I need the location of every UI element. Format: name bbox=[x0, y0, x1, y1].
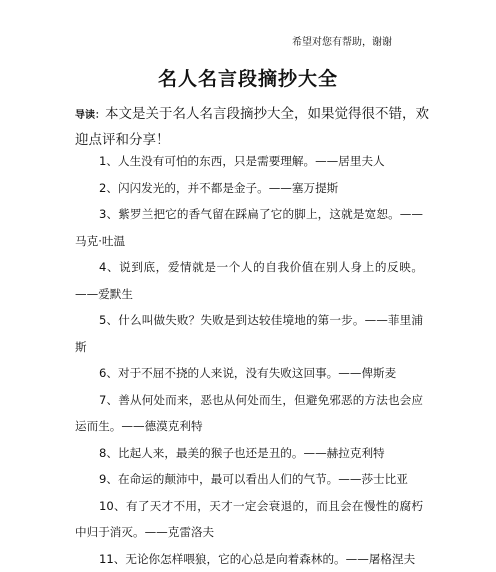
quote-item: 11、无论你怎样喂狼，它的心总是向着森林的。——屠格涅夫 bbox=[75, 546, 423, 572]
quote-item: 4、说到底，爱情就是一个人的自我价值在别人身上的反映。——爱默生 bbox=[75, 254, 423, 307]
quote-list bbox=[75, 148, 423, 572]
quote-item: 5、什么叫做失败？失败是到达较佳境地的第一步。——菲里浦斯 bbox=[75, 307, 423, 360]
intro-paragraph bbox=[75, 102, 431, 152]
quote-item: 1、人生没有可怕的东西，只是需要理解。——居里夫人 bbox=[75, 148, 423, 175]
quote-item: 7、善从何处而来，恶也从何处而生，但避免邪恶的方法也会应运而生。——德漠克利特 bbox=[75, 387, 423, 440]
quote-item: 10、有了天才不用，天才一定会衰退的，而且会在慢性的腐朽中归于消灭。——克雷洛夫 bbox=[75, 493, 423, 546]
quote-item: 9、在命运的颠沛中，最可以看出人们的气节。——莎士比亚 bbox=[75, 466, 423, 493]
quote-item: 2、闪闪发光的，并不都是金子。——塞万提斯 bbox=[75, 175, 423, 202]
intro-lead-label: 导读： bbox=[75, 110, 105, 121]
document-title: 名人名言段摘抄大全 bbox=[0, 67, 496, 91]
quote-item: 3、紫罗兰把它的香气留在踩扁了它的脚上，这就是宽恕。——马克·吐温 bbox=[75, 201, 423, 254]
quote-item: 8、比起人来，最美的猴子也还是丑的。——赫拉克利特 bbox=[75, 440, 423, 467]
intro-text: 本文是关于名人名言段摘抄大全，如果觉得很不错，欢迎点评和分享！ bbox=[75, 106, 429, 148]
quote-item: 6、对于不屈不挠的人来说，没有失败这回事。——俾斯麦 bbox=[75, 360, 423, 387]
header-note: 希望对您有帮助，谢谢 bbox=[292, 37, 392, 49]
